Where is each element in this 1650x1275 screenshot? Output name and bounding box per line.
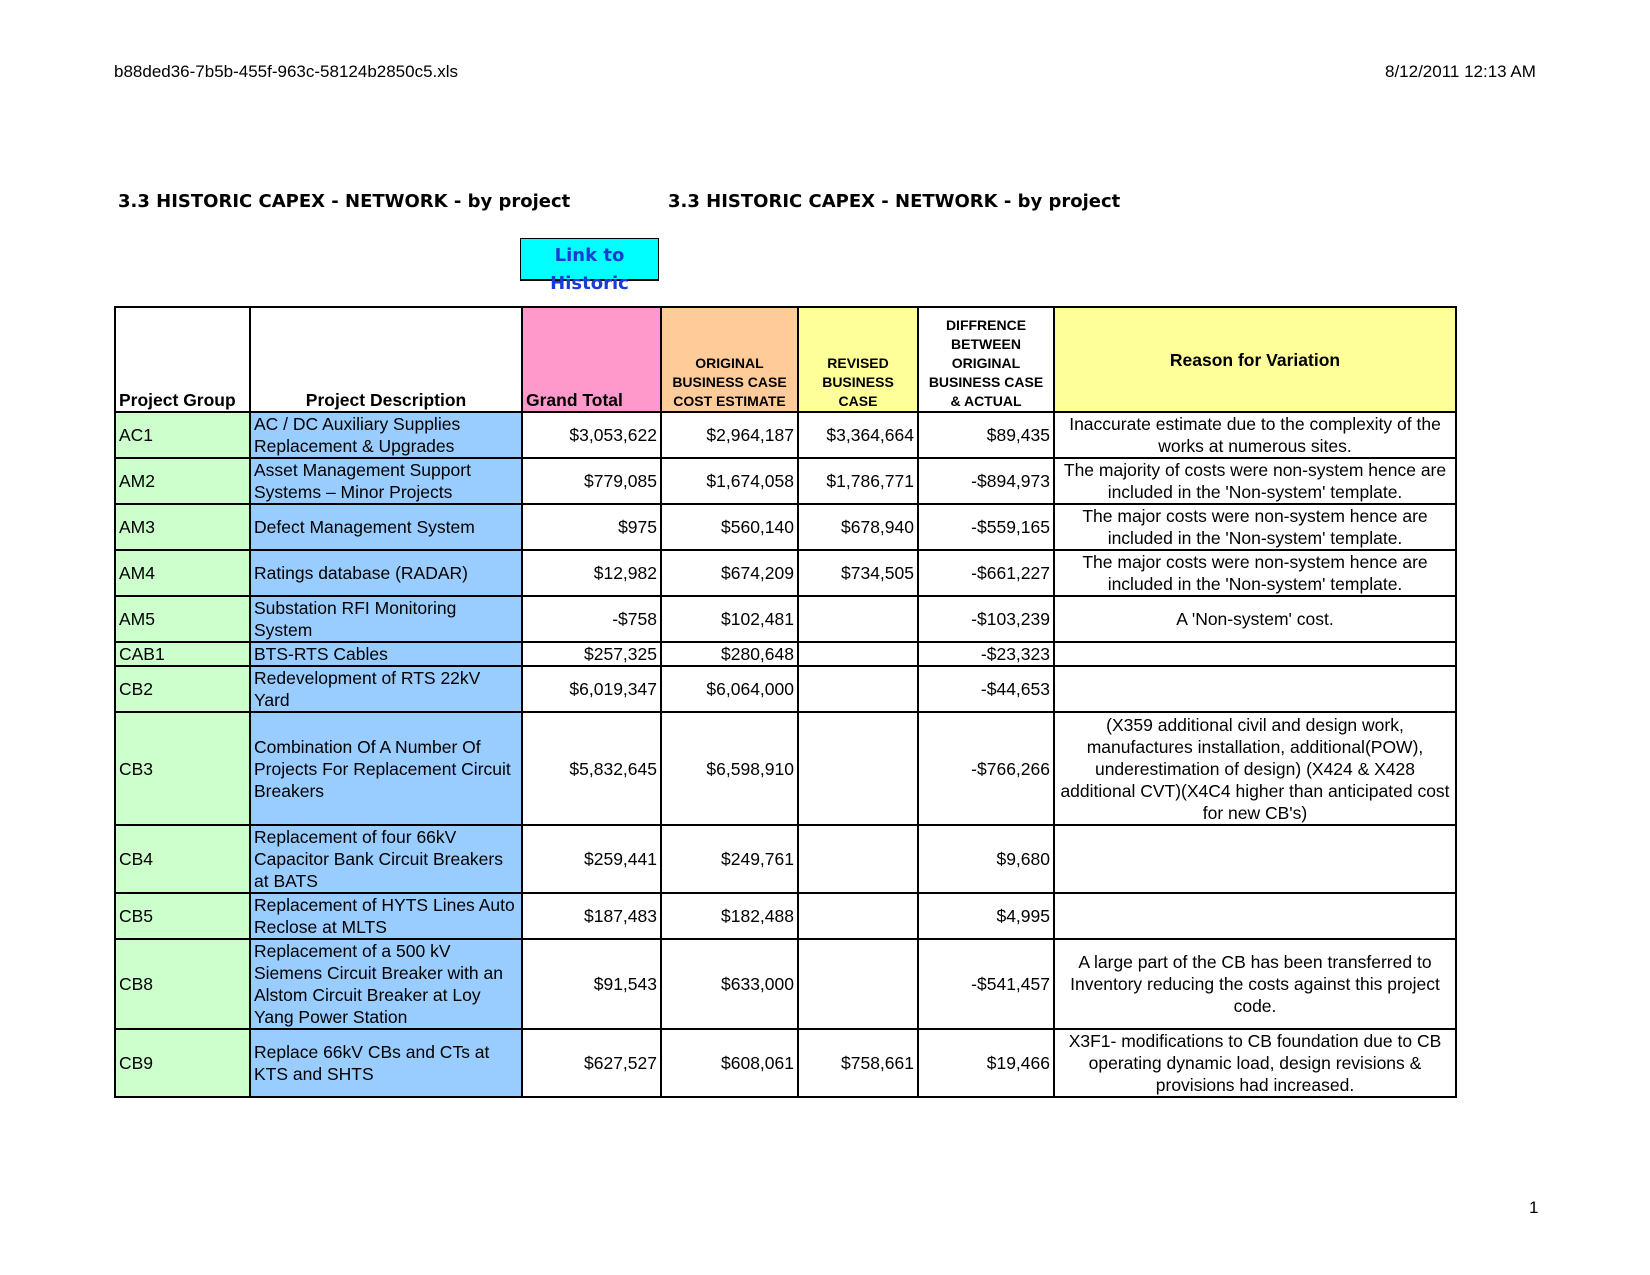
table-row: [115, 412, 1456, 458]
table-row: [115, 825, 1456, 893]
cell-project-description: Asset Management Support Systems – Minor Projects: [250, 458, 522, 504]
cell-reason-for-variation: [1054, 825, 1456, 893]
cell-project-description: AC / DC Auxiliary Supplies Replacement & Upgrades: [250, 412, 522, 458]
cell-reason-for-variation: The majority of costs were non-system hence are included in the 'Non-system' template.: [1054, 458, 1456, 504]
cell-project-group: CB3: [115, 712, 250, 825]
cell-project-description: Replacement of four 66kV Capacitor Bank Circuit Breakers at BATS: [250, 825, 522, 893]
table-row: [115, 939, 1456, 1029]
cell-original-estimate: $633,000: [661, 939, 798, 1029]
cell-original-estimate: $608,061: [661, 1029, 798, 1097]
cell-project-group: CAB1: [115, 642, 250, 666]
cell-revised-business-case: $3,364,664: [798, 412, 918, 458]
cell-reason-for-variation: The major costs were non-system hence are included in the 'Non-system' template.: [1054, 504, 1456, 550]
cell-difference: $4,995: [918, 893, 1054, 939]
cell-original-estimate: $102,481: [661, 596, 798, 642]
print-datetime: 8/12/2011 12:13 AM: [1385, 62, 1536, 81]
cell-revised-business-case: $758,661: [798, 1029, 918, 1097]
cell-grand-total: $5,832,645: [522, 712, 661, 825]
cell-revised-business-case: $678,940: [798, 504, 918, 550]
table-row: [115, 712, 1456, 825]
cell-difference: -$894,973: [918, 458, 1054, 504]
cell-project-group: AM4: [115, 550, 250, 596]
capex-table: [114, 306, 1457, 1098]
cell-project-description: Redevelopment of RTS 22kV Yard: [250, 666, 522, 712]
cell-project-group: CB9: [115, 1029, 250, 1097]
table-row: [115, 893, 1456, 939]
header-original-estimate: ORIGINAL BUSINESS CASE COST ESTIMATE: [661, 307, 798, 412]
cell-original-estimate: $6,598,910: [661, 712, 798, 825]
cell-original-estimate: $560,140: [661, 504, 798, 550]
header-revised-business-case: REVISED BUSINESS CASE: [798, 307, 918, 412]
cell-original-estimate: $182,488: [661, 893, 798, 939]
cell-project-group: AM2: [115, 458, 250, 504]
cell-grand-total: $12,982: [522, 550, 661, 596]
cell-revised-business-case: [798, 666, 918, 712]
header-project-group: Project Group: [115, 307, 250, 412]
cell-reason-for-variation: The major costs were non-system hence are included in the 'Non-system' template.: [1054, 550, 1456, 596]
header-difference: DIFFRENCE BETWEEN ORIGINAL BUSINESS CASE & ACTUAL: [918, 307, 1054, 412]
cell-project-description: Substation RFI Monitoring System: [250, 596, 522, 642]
cell-project-group: CB4: [115, 825, 250, 893]
table-row: [115, 1029, 1456, 1097]
cell-difference: -$559,165: [918, 504, 1054, 550]
file-name: b88ded36-7b5b-455f-963c-58124b2850c5.xls: [114, 62, 459, 81]
cell-difference: -$103,239: [918, 596, 1054, 642]
cell-grand-total: $6,019,347: [522, 666, 661, 712]
cell-project-description: BTS-RTS Cables: [250, 642, 522, 666]
cell-revised-business-case: [798, 712, 918, 825]
cell-revised-business-case: [798, 642, 918, 666]
table-header-row: [115, 307, 1456, 412]
cell-project-group: AM3: [115, 504, 250, 550]
cell-project-description: Combination Of A Number Of Projects For Replacement Circuit Breakers: [250, 712, 522, 825]
cell-project-description: Replacement of HYTS Lines Auto Reclose at MLTS: [250, 893, 522, 939]
cell-difference: -$23,323: [918, 642, 1054, 666]
cell-project-description: Ratings database (RADAR): [250, 550, 522, 596]
table-row: [115, 666, 1456, 712]
table-row: [115, 642, 1456, 666]
table-row: [115, 550, 1456, 596]
cell-difference: -$541,457: [918, 939, 1054, 1029]
table-row: [115, 596, 1456, 642]
cell-project-group: AC1: [115, 412, 250, 458]
cell-project-group: CB2: [115, 666, 250, 712]
table-row: [115, 504, 1456, 550]
cell-reason-for-variation: Inaccurate estimate due to the complexity of the works at numerous sites.: [1054, 412, 1456, 458]
cell-grand-total: $779,085: [522, 458, 661, 504]
cell-revised-business-case: [798, 825, 918, 893]
cell-grand-total: -$758: [522, 596, 661, 642]
cell-revised-business-case: $734,505: [798, 550, 918, 596]
cell-grand-total: $187,483: [522, 893, 661, 939]
page-number: 1: [1529, 1198, 1539, 1217]
cell-reason-for-variation: A 'Non-system' cost.: [1054, 596, 1456, 642]
cell-grand-total: $975: [522, 504, 661, 550]
cell-project-description: Defect Management System: [250, 504, 522, 550]
cell-difference: -$661,227: [918, 550, 1054, 596]
cell-grand-total: $3,053,622: [522, 412, 661, 458]
cell-difference: -$44,653: [918, 666, 1054, 712]
cell-reason-for-variation: X3F1- modifications to CB foundation due to CB operating dynamic load, design revisions & provisions had increased.: [1054, 1029, 1456, 1097]
cell-revised-business-case: [798, 596, 918, 642]
sheet-title-right: 3.3 HISTORIC CAPEX - NETWORK - by project: [668, 191, 1121, 212]
cell-reason-for-variation: [1054, 893, 1456, 939]
cell-original-estimate: $6,064,000: [661, 666, 798, 712]
cell-project-description: Replacement of a 500 kV Siemens Circuit Breaker with an Alstom Circuit Breaker at Loy Yang Power Station: [250, 939, 522, 1029]
cell-grand-total: $257,325: [522, 642, 661, 666]
cell-original-estimate: $1,674,058: [661, 458, 798, 504]
cell-revised-business-case: $1,786,771: [798, 458, 918, 504]
cell-original-estimate: $280,648: [661, 642, 798, 666]
cell-project-group: AM5: [115, 596, 250, 642]
table-row: [115, 458, 1456, 504]
cell-reason-for-variation: (X359 additional civil and design work, manufactures installation, additional(POW), underestimation of design) (X424 & X428 additional CVT)(X4C4 higher than anticipated cost for new CB's): [1054, 712, 1456, 825]
header-project-description: Project Description: [250, 307, 522, 412]
header-grand-total: Grand Total: [522, 307, 661, 412]
cell-project-group: CB8: [115, 939, 250, 1029]
cell-reason-for-variation: [1054, 642, 1456, 666]
cell-reason-for-variation: [1054, 666, 1456, 712]
cell-grand-total: $627,527: [522, 1029, 661, 1097]
header-reason-for-variation: Reason for Variation: [1054, 307, 1456, 412]
cell-revised-business-case: [798, 939, 918, 1029]
link-to-historic-label: Link to Historic: [550, 245, 629, 294]
cell-original-estimate: $674,209: [661, 550, 798, 596]
cell-revised-business-case: [798, 893, 918, 939]
cell-difference: $9,680: [918, 825, 1054, 893]
sheet-title-left: 3.3 HISTORIC CAPEX - NETWORK - by project: [118, 191, 571, 212]
cell-difference: -$766,266: [918, 712, 1054, 825]
link-to-historic-button[interactable]: [520, 238, 659, 294]
cell-difference: $89,435: [918, 412, 1054, 458]
cell-original-estimate: $249,761: [661, 825, 798, 893]
cell-reason-for-variation: A large part of the CB has been transferred to Inventory reducing the costs against this project code.: [1054, 939, 1456, 1029]
cell-project-group: CB5: [115, 893, 250, 939]
cell-original-estimate: $2,964,187: [661, 412, 798, 458]
cell-difference: $19,466: [918, 1029, 1054, 1097]
cell-grand-total: $91,543: [522, 939, 661, 1029]
cell-grand-total: $259,441: [522, 825, 661, 893]
cell-project-description: Replace 66kV CBs and CTs at KTS and SHTS: [250, 1029, 522, 1097]
